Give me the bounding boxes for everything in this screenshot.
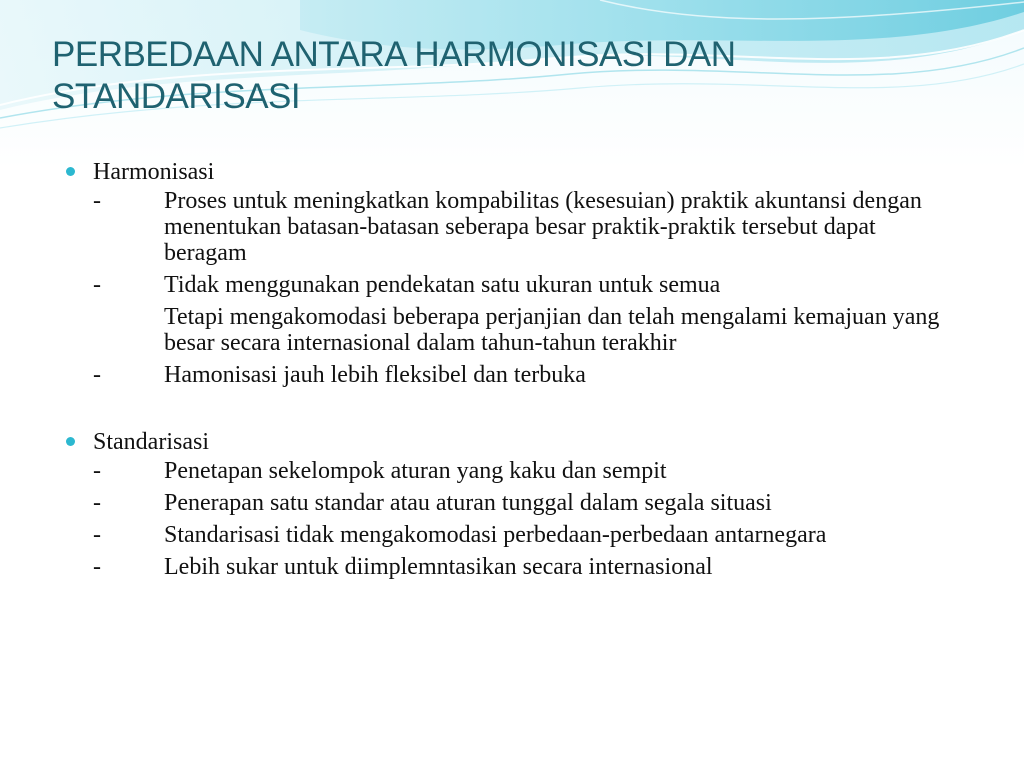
list-item-text: Standarisasi tidak mengakomodasi perbedaan-perbedaan antarnegara [164, 522, 827, 548]
bullet-dot-icon [66, 437, 75, 446]
list-item-text: Tidak menggunakan pendekatan satu ukuran untuk semua [164, 272, 721, 298]
list-item [64, 188, 964, 266]
dash-marker: - [93, 490, 101, 516]
list-item [64, 458, 964, 484]
bullet-heading [64, 156, 964, 188]
bullet-dot-icon [66, 167, 75, 176]
list-item [64, 522, 964, 548]
list-item-text: Hamonisasi jauh lebih fleksibel dan terbuka [164, 362, 586, 388]
list-item-text: Penerapan satu standar atau aturan tunggal dalam segala situasi [164, 490, 772, 516]
list-item-text: Lebih sukar untuk diimplemntasikan secara internasional [164, 554, 713, 580]
list-item [64, 304, 964, 356]
section-heading: Harmonisasi [93, 159, 215, 185]
dash-marker: - [93, 458, 101, 484]
dash-marker: - [93, 554, 101, 580]
section-heading: Standarisasi [93, 429, 209, 455]
list-item [64, 554, 964, 580]
dash-marker: - [93, 188, 101, 214]
dash-marker: - [93, 362, 101, 388]
dash-marker: - [93, 272, 101, 298]
slide-title: PERBEDAAN ANTARA HARMONISASI DAN STANDARISASI [52, 35, 736, 116]
list-item [64, 362, 964, 388]
section-harmonisasi [64, 156, 964, 388]
section-spacer [64, 394, 964, 426]
list-item-text: Tetapi mengakomodasi beberapa perjanjian dan telah mengalami kemajuan yang besar secara internasional dalam tahun-tahun terakhir [164, 304, 940, 356]
list-item-text: Penetapan sekelompok aturan yang kaku dan sempit [164, 458, 667, 484]
dash-marker: - [93, 522, 101, 548]
list-item-text: Proses untuk meningkatkan kompabilitas (kesesuian) praktik akuntansi dengan menentukan batasan-batasan seberapa besar praktik-praktik tersebut dapat beragam [164, 188, 922, 266]
list-item [64, 490, 964, 516]
slide-body [64, 156, 964, 586]
list-item [64, 272, 964, 298]
section-standarisasi [64, 426, 964, 580]
bullet-heading [64, 426, 964, 458]
